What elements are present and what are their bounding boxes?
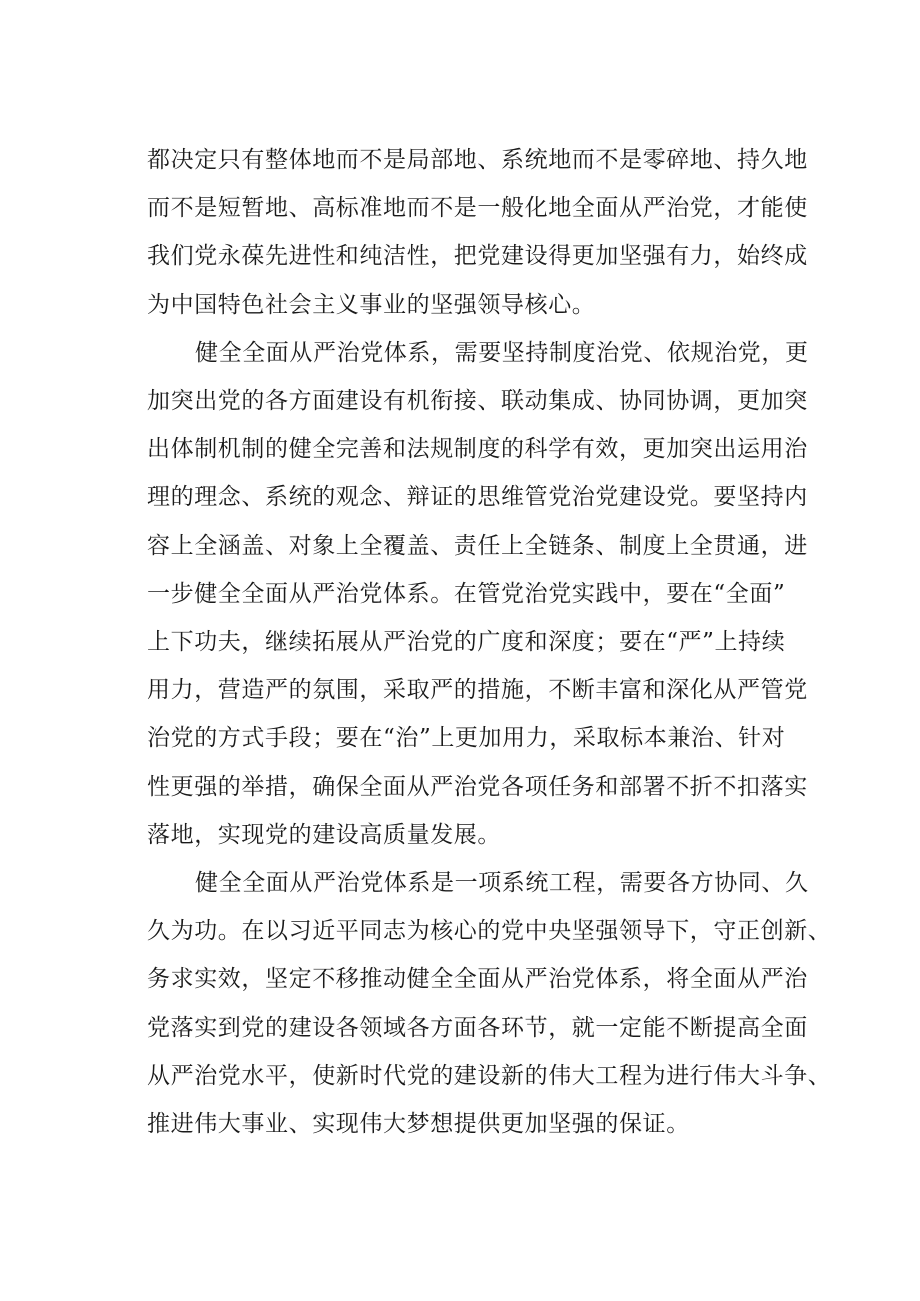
- paragraph-line: 从严治党水平，使新时代党的建设新的伟大工程为进行伟大斗争、: [147, 1062, 832, 1089]
- paragraph-line: 务求实效，坚定不移推动健全全面从严治党体系，将全面从严治: [147, 966, 808, 993]
- paragraph-line: 都决定只有整体地而不是局部地、系统地而不是零碎地、持久地: [147, 147, 808, 173]
- paragraph-line: 而不是短暂地、高标准地而不是一般化地全面从严治党，才能使: [147, 195, 808, 222]
- paragraph-line: 用力，营造严的氛围，采取严的措施，不断丰富和深化从严管党: [147, 677, 808, 704]
- paragraph-2: [147, 329, 827, 859]
- paragraph-line: 落地，实现党的建设高质量发展。: [147, 821, 501, 848]
- paragraph-line: 我们党永葆先进性和纯洁性，把党建设得更加坚强有力，始终成: [147, 243, 808, 270]
- document-body: [147, 136, 832, 1148]
- paragraph-line: 出体制机制的健全完善和法规制度的科学有效，更加突出运用治: [147, 436, 808, 463]
- paragraph-line: 推进伟大事业、实现伟大梦想提供更加坚强的保证。: [147, 1111, 690, 1138]
- paragraph-line: 容上全涵盖、对象上全覆盖、责任上全链条、制度上全贯通，进: [147, 532, 808, 559]
- paragraph-3: [147, 859, 832, 1148]
- paragraph-line: 为中国特色社会主义事业的坚强领导核心。: [147, 291, 596, 318]
- paragraph-line: 健全全面从严治党体系是一项系统工程，需要各方协同、久: [195, 870, 809, 897]
- paragraph-1: [147, 136, 827, 329]
- paragraph-line: 党落实到党的建设各领域各方面各环节，就一定能不断提高全面: [147, 1014, 808, 1041]
- paragraph-line: 理的理念、系统的观念、辩证的思维管党治党建设党。要坚持内: [147, 484, 808, 511]
- paragraph-line: 治党的方式手段；要在“治”上更加用力，采取标本兼治、针对: [147, 725, 786, 752]
- paragraph-line: 上下功夫，继续拓展从严治党的广度和深度；要在“严”上持续: [147, 629, 786, 656]
- paragraph-line: 加突出党的各方面建设有机衔接、联动集成、协同协调，更加突: [147, 388, 808, 415]
- paragraph-line: 健全全面从严治党体系，需要坚持制度治党、依规治党，更: [195, 339, 809, 366]
- paragraph-line: 久为功。在以习近平同志为核心的党中央坚强领导下，守正创新、: [147, 918, 832, 945]
- paragraph-line: 一步健全全面从严治党体系。在管党治党实践中，要在“全面”: [147, 580, 786, 607]
- paragraph-line: 性更强的举措，确保全面从严治党各项任务和部署不折不扣落实: [147, 773, 808, 800]
